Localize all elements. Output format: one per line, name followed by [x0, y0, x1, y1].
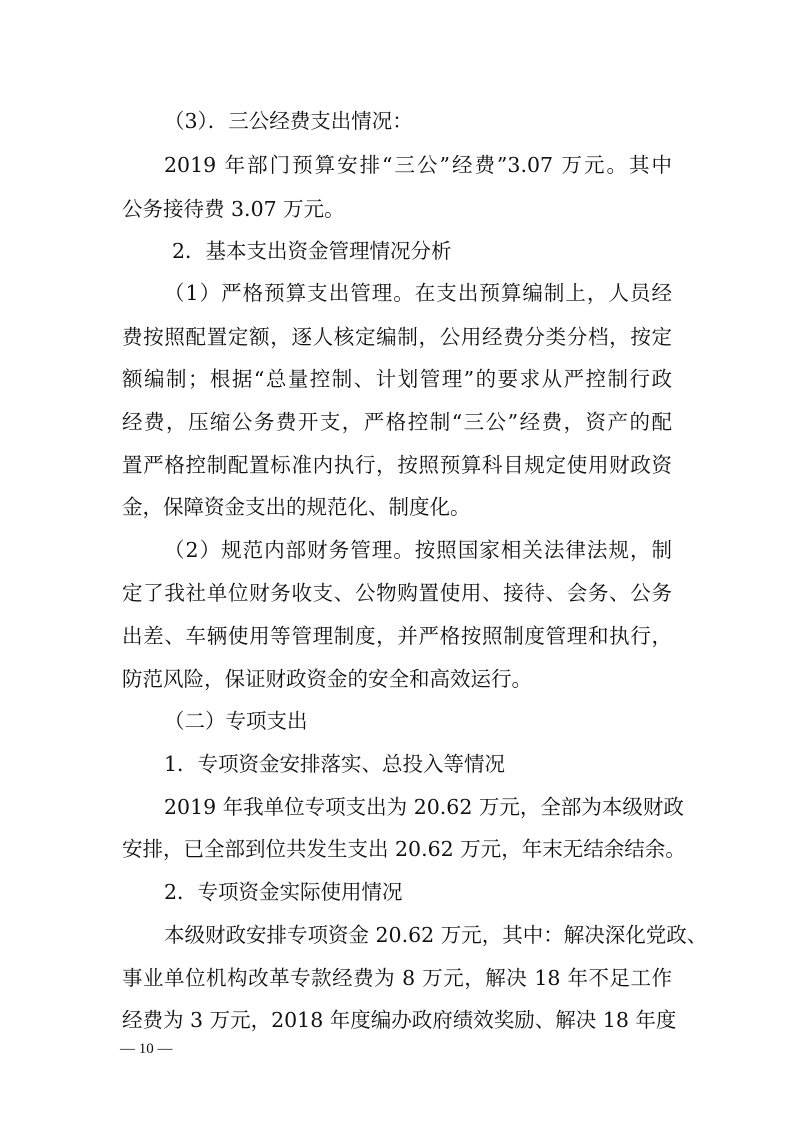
- paragraph-line: 安排，已全部到位共发生支出 20.62 万元，年末无结余结余。: [122, 837, 686, 861]
- paragraph-line: 2019 年部门预算安排“三公”经费”3.07 万元。其中: [164, 153, 672, 177]
- heading-special-expenses: （二）专项支出: [164, 709, 308, 733]
- heading-special-funds-usage: 2．专项资金实际使用情况: [164, 880, 403, 904]
- paragraph-line: （1）严格预算支出管理。在支出预算编制上，人员经: [164, 281, 672, 305]
- paragraph-line: 2019 年我单位专项支出为 20.62 万元，全部为本级财政: [164, 795, 684, 819]
- paragraph-line: 金，保障资金支出的规范化、制度化。: [122, 495, 471, 519]
- heading-basic-expense-management: 2．基本支出资金管理情况分析: [172, 239, 452, 263]
- paragraph-line: 事业单位机构改革专款经费为 8 万元，解决 18 年不足工作: [122, 966, 672, 990]
- paragraph-line: 出差、车辆使用等管理制度，并严格按照制度管理和执行，: [122, 624, 672, 648]
- paragraph-line: 本级财政安排专项资金 20.62 万元，其中：解决深化党政、: [164, 923, 708, 947]
- paragraph-line: 定了我社单位财务收支、公物购置使用、接待、会务、公务: [122, 581, 672, 605]
- paragraph-line: 经费，压缩公务费开支，严格控制“三公”经费，资产的配: [122, 410, 672, 434]
- paragraph-line: 费按照配置定额，逐人核定编制，公用经费分类分档，按定: [122, 325, 672, 349]
- paragraph-line: 经费为 3 万元，2018 年度编办政府绩效奖励、解决 18 年度: [122, 1008, 677, 1032]
- paragraph-line: （2）规范内部财务管理。按照国家相关法律法规，制: [164, 538, 672, 562]
- heading-special-funds-arrangement: 1．专项资金安排落实、总投入等情况: [164, 752, 506, 776]
- heading-three-public-expenses: （3）．三公经费支出情况：: [164, 109, 413, 133]
- paragraph-line: 置严格控制配置标准内执行，按照预算科目规定使用财政资: [122, 453, 672, 477]
- paragraph-line: 额编制；根据“总量控制、计划管理”的要求从严控制行政: [122, 367, 672, 391]
- paragraph-line: 防范风险，保证财政资金的安全和高效运行。: [122, 667, 532, 691]
- page-number: — 10 —: [120, 1041, 173, 1057]
- paragraph-line: 公务接待费 3.07 万元。: [122, 197, 345, 221]
